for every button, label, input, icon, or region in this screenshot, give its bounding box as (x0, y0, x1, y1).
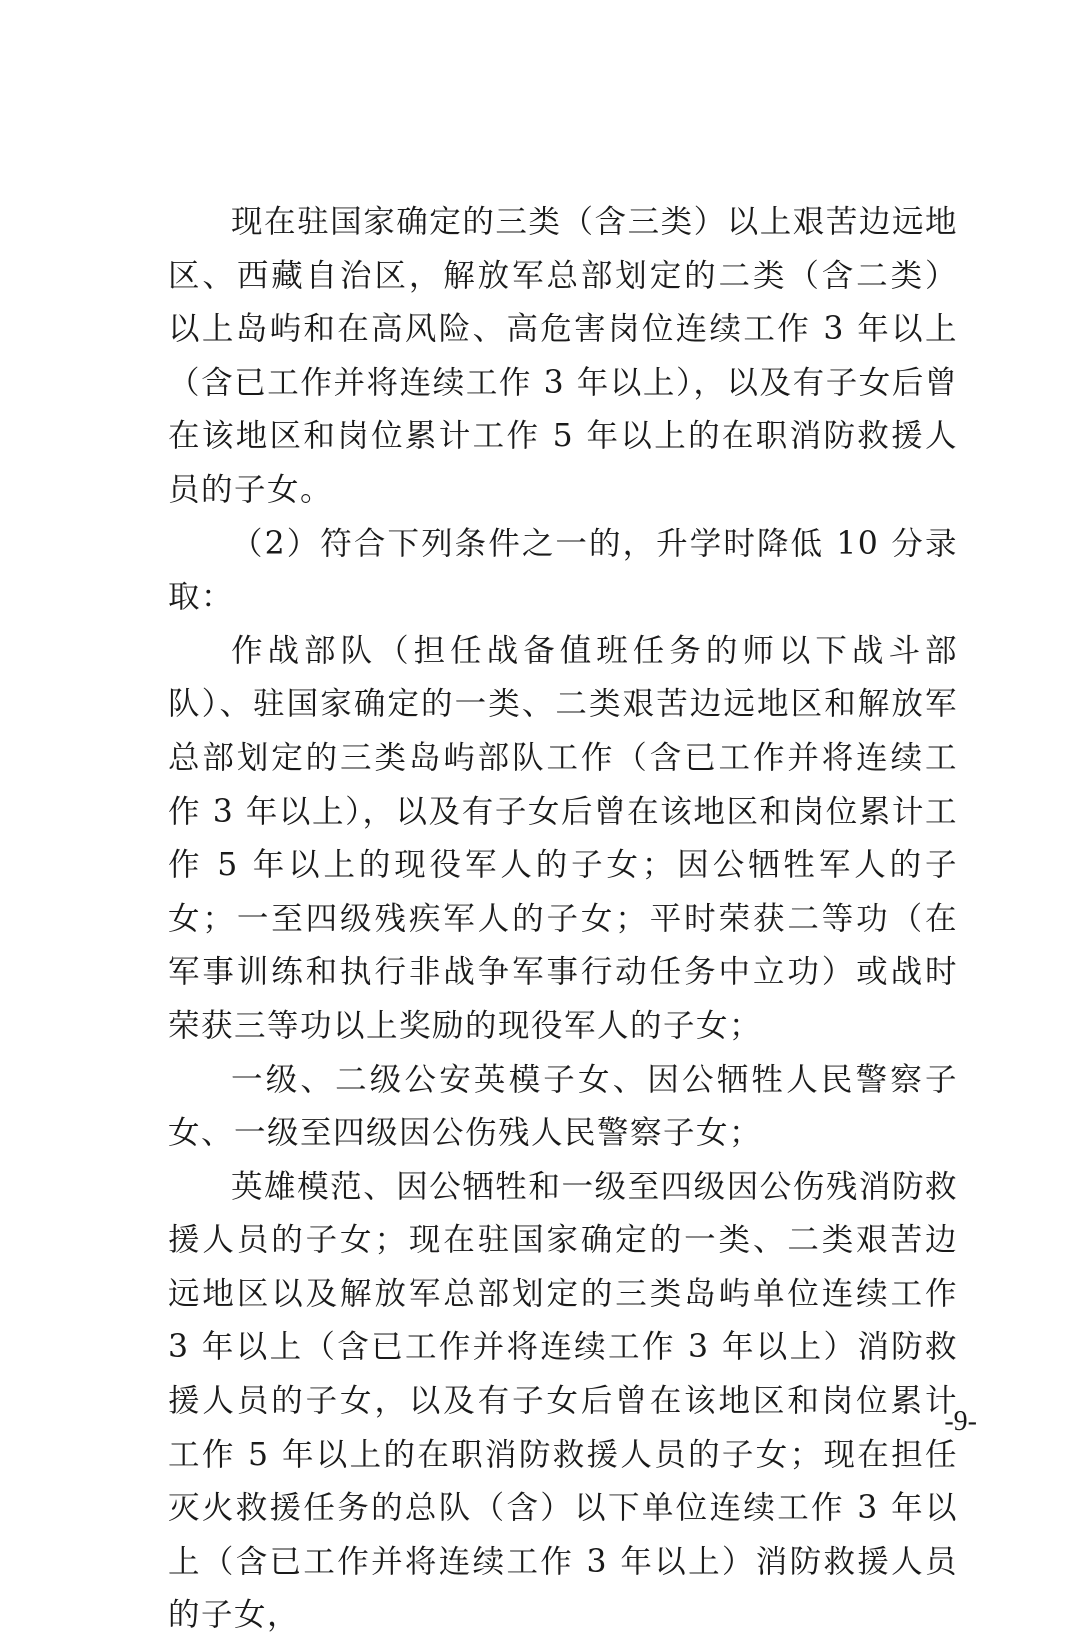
body-text (168, 196, 958, 1643)
paragraph-5: 英雄模范、因公牺牲和一级至四级因公伤残消防救援人员的子女；现在驻国家确定的一类、二类艰苦边远地区以及解放军总部划定的三类岛屿单位连续工作 3 年以上（含已工作并将连续工作 3 年以上）消防救援人员的子女，以及有子女后曾在该地区和岗位累计工作 5 年以上的在职消防救援人员的子女；现在担任灭火救援任务的总队（含）以下单位连续工作 3 年以上（含已工作并将连续工作 3 年以上）消防救援人员的子女， (168, 1168, 958, 1634)
paragraph-3: 作战部队（担任战备值班任务的师以下战斗部队）、驻国家确定的一类、二类艰苦边远地区和解放军总部划定的三类岛屿部队工作（含已工作并将连续工作 3 年以上），以及有子女后曾在该地区和岗位累计工作 5 年以上的现役军人的子女；因公牺牲军人的子女；一至四级残疾军人的子女；平时荣获二等功（在军事训练和执行非战争军事行动任务中立功）或战时荣获三等功以上奖励的现役军人的子女； (168, 632, 958, 1044)
page-number: -9- (944, 1406, 977, 1437)
paragraph-4: 一级、二级公安英模子女、因公牺牲人民警察子女、一级至四级因公伤残人民警察子女； (168, 1061, 958, 1152)
paragraph-1: 现在驻国家确定的三类（含三类）以上艰苦边远地区、西藏自治区，解放军总部划定的二类（含二类）以上岛屿和在高风险、高危害岗位连续工作 3 年以上（含已工作并将连续工作 3 年以上），以及有子女后曾在该地区和岗位累计工作 5 年以上的在职消防救援人员的子女。 (168, 204, 958, 508)
paragraph-2: （2）符合下列条件之一的，升学时降低 10 分录取： (168, 525, 958, 616)
